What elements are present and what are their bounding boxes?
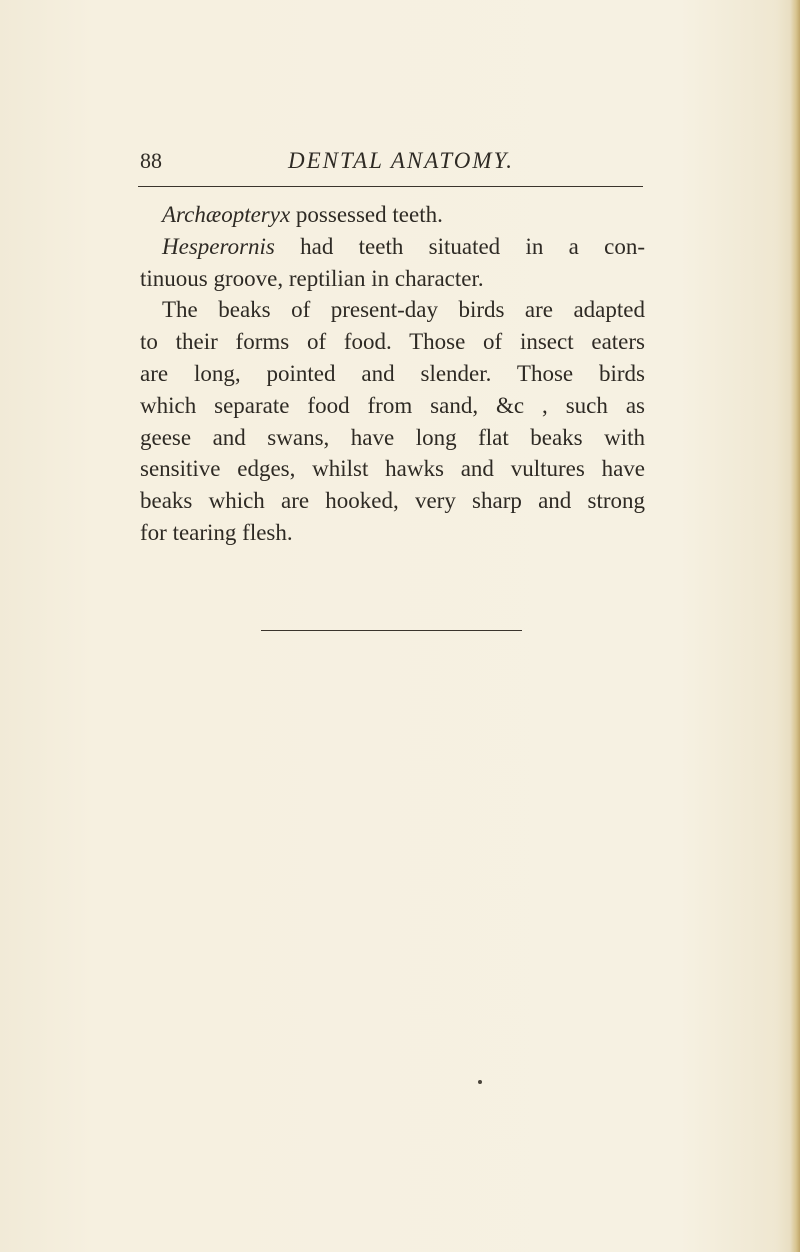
text-line [140, 517, 645, 549]
italic-term: Hesperornis [162, 233, 275, 259]
text-line [140, 358, 645, 390]
text-line [140, 485, 645, 517]
line-text: for tearing flesh. [140, 519, 293, 545]
text-line [140, 294, 645, 326]
text-line [140, 199, 645, 231]
line-text: geese and swans, have long flat beaks with [140, 424, 645, 450]
running-title: DENTAL ANATOMY. [288, 148, 515, 173]
page-number: 88 [140, 148, 162, 173]
line-text: to their forms of food. Those of insect eaters [140, 329, 645, 355]
line-text: are long, pointed and slender. Those birds [140, 360, 645, 386]
ink-speck [478, 1080, 482, 1084]
line-text: tinuous groove, reptilian in character. [140, 265, 484, 291]
header-rule [138, 186, 643, 187]
line-text: had teeth situated in a con- [274, 233, 645, 259]
line-text: sensitive edges, whilst hawks and vultures have [140, 456, 645, 482]
section-end-rule [261, 630, 522, 631]
text-line [140, 326, 645, 358]
line-text: which separate food from sand, &c , such as [140, 392, 645, 418]
text-line [140, 231, 645, 263]
italic-term: Archæopteryx [162, 202, 291, 227]
text-line [140, 263, 645, 295]
page-edge-shadow [790, 0, 800, 1252]
text-line [140, 390, 645, 422]
text-line [140, 453, 645, 485]
line-text: possessed teeth. [290, 202, 443, 227]
body-text [140, 199, 645, 549]
text-line [140, 422, 645, 454]
line-text: beaks which are hooked, very sharp and strong [140, 488, 645, 514]
line-text: The beaks of present-day birds are adapted [162, 297, 645, 323]
page-header [140, 146, 645, 180]
